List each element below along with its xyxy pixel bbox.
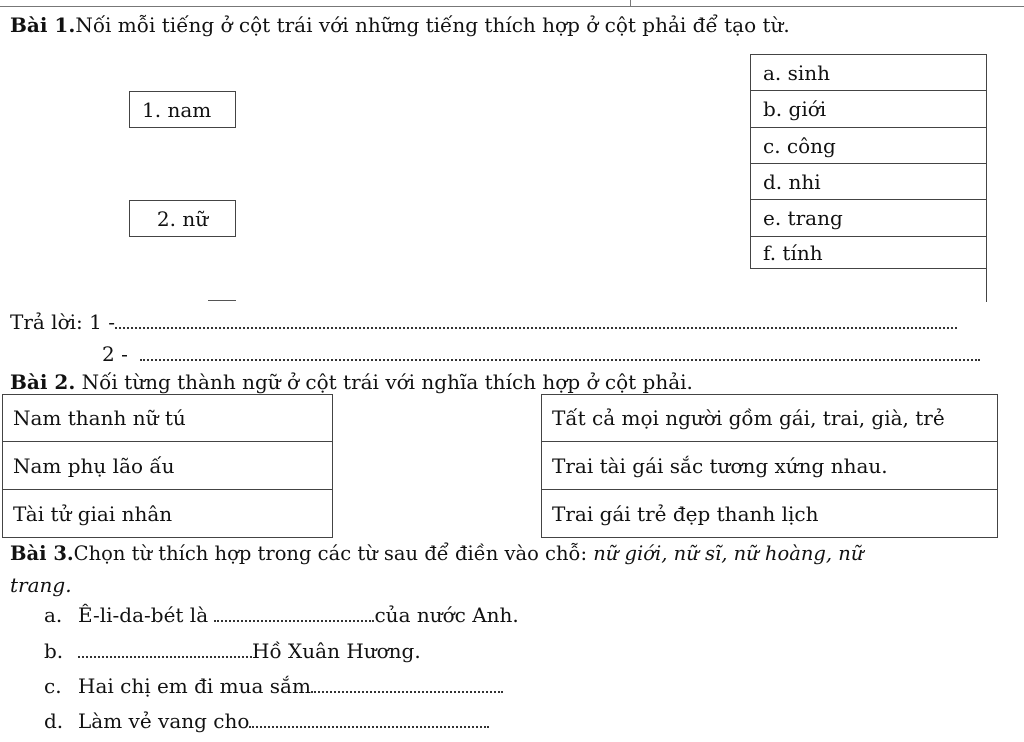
bai1-answer-line-2 (102, 342, 980, 366)
bai2-right-item-3 (541, 489, 998, 538)
bai1-right-item-d (750, 163, 987, 200)
bai2-left-item-3 (2, 489, 333, 538)
bai1-heading (10, 13, 790, 37)
answer-blank-2[interactable] (140, 358, 980, 361)
bai3-word-list-end: trang. (10, 573, 72, 597)
bai3-item-a (44, 603, 519, 627)
bai1-right-item-c (750, 127, 987, 164)
bai3-blank-a[interactable] (214, 619, 374, 622)
bai1-left-item-1 (129, 91, 236, 128)
bai1-right-item-e (750, 199, 987, 237)
bai2-right-item-3-label: Trai gái trẻ đẹp thanh lịch (552, 501, 819, 526)
bai1-answer-label: Trả lời: 1 - (10, 310, 115, 334)
bai1-left-item-1-label: 1. nam (142, 97, 212, 122)
bai2-left-item-1 (2, 394, 333, 442)
bai3-word-list: nữ giới, nữ sĩ, nữ hoàng, nữ (593, 542, 864, 565)
bai3-item-d (44, 709, 489, 733)
bai1-heading-text: Nối mỗi tiếng ở cột trái với những tiếng thích hợp ở cột phải để tạo từ. (75, 13, 790, 37)
bai3-item-a-marker: a. (44, 603, 63, 627)
decorative-dash (208, 300, 236, 301)
bai2-right-item-1 (541, 394, 998, 442)
bai3-item-a-before: Ê-li-da-bét là (78, 603, 215, 627)
bai2-right-item-2-label: Trai tài gái sắc tương xứng nhau. (552, 453, 888, 478)
bai1-right-item-f-label: f. tính (763, 240, 823, 265)
bai3-item-c-before: Hai chị em đi mua sắm (78, 674, 311, 698)
bai1-right-item-a-label: a. sinh (763, 60, 831, 85)
bai3-item-d-before: Làm vẻ vang cho (78, 709, 250, 733)
bai3-item-c-marker: c. (44, 674, 62, 698)
bai1-right-item-b (750, 90, 987, 128)
bai1-right-item-a (750, 54, 987, 91)
bai2-left-item-2 (2, 441, 333, 490)
bai3-item-b-marker: b. (44, 639, 64, 663)
bai3-heading (10, 542, 863, 565)
bai3-blank-d[interactable] (249, 725, 489, 728)
bai1-answer-label-2: 2 - (102, 342, 128, 366)
bai3-heading-bold: Bài 3. (10, 542, 74, 565)
top-border-line (0, 6, 1024, 7)
bai2-left-item-3-label: Tài tử giai nhân (13, 501, 173, 526)
bai2-heading (10, 370, 693, 394)
bai1-heading-bold: Bài 1. (10, 13, 76, 37)
bai3-heading-text: Chọn từ thích hợp trong các từ sau để điền vào chỗ: (73, 542, 594, 565)
bai2-left-item-2-label: Nam phụ lão ấu (13, 453, 175, 478)
bai3-heading-line-2 (10, 573, 72, 597)
bai1-right-item-b-label: b. giới (763, 97, 827, 121)
bai1-right-item-f (750, 236, 987, 269)
bai1-answer-line-1 (10, 310, 957, 334)
bai1-right-item-e-label: e. trang (763, 206, 843, 230)
bai2-right-item-1-label: Tất cả mọi người gồm gái, trai, già, trẻ (552, 406, 945, 430)
bai3-blank-c[interactable] (311, 690, 503, 693)
bai1-right-column-tail (986, 268, 987, 302)
bai2-heading-text: Nối từng thành ngữ ở cột trái với nghĩa thích hợp ở cột phải. (75, 370, 693, 394)
bai1-right-item-c-label: c. công (763, 133, 836, 158)
answer-blank-1[interactable] (115, 326, 957, 329)
top-border-tick (630, 0, 631, 7)
bai3-item-b-after: Hồ Xuân Hương. (252, 639, 421, 663)
bai3-item-a-after: của nước Anh. (374, 603, 519, 627)
bai2-right-item-2 (541, 441, 998, 490)
bai2-left-item-1-label: Nam thanh nữ tú (13, 406, 186, 430)
bai1-right-item-d-label: d. nhi (763, 169, 821, 194)
bai1-left-item-2 (129, 200, 236, 237)
bai2-heading-bold: Bài 2. (10, 370, 76, 394)
bai3-item-c (44, 674, 503, 698)
bai3-item-d-marker: d. (44, 709, 64, 733)
bai3-blank-b[interactable] (78, 655, 252, 658)
bai1-left-item-2-label: 2. nữ (156, 206, 209, 231)
bai3-item-b (44, 639, 421, 663)
